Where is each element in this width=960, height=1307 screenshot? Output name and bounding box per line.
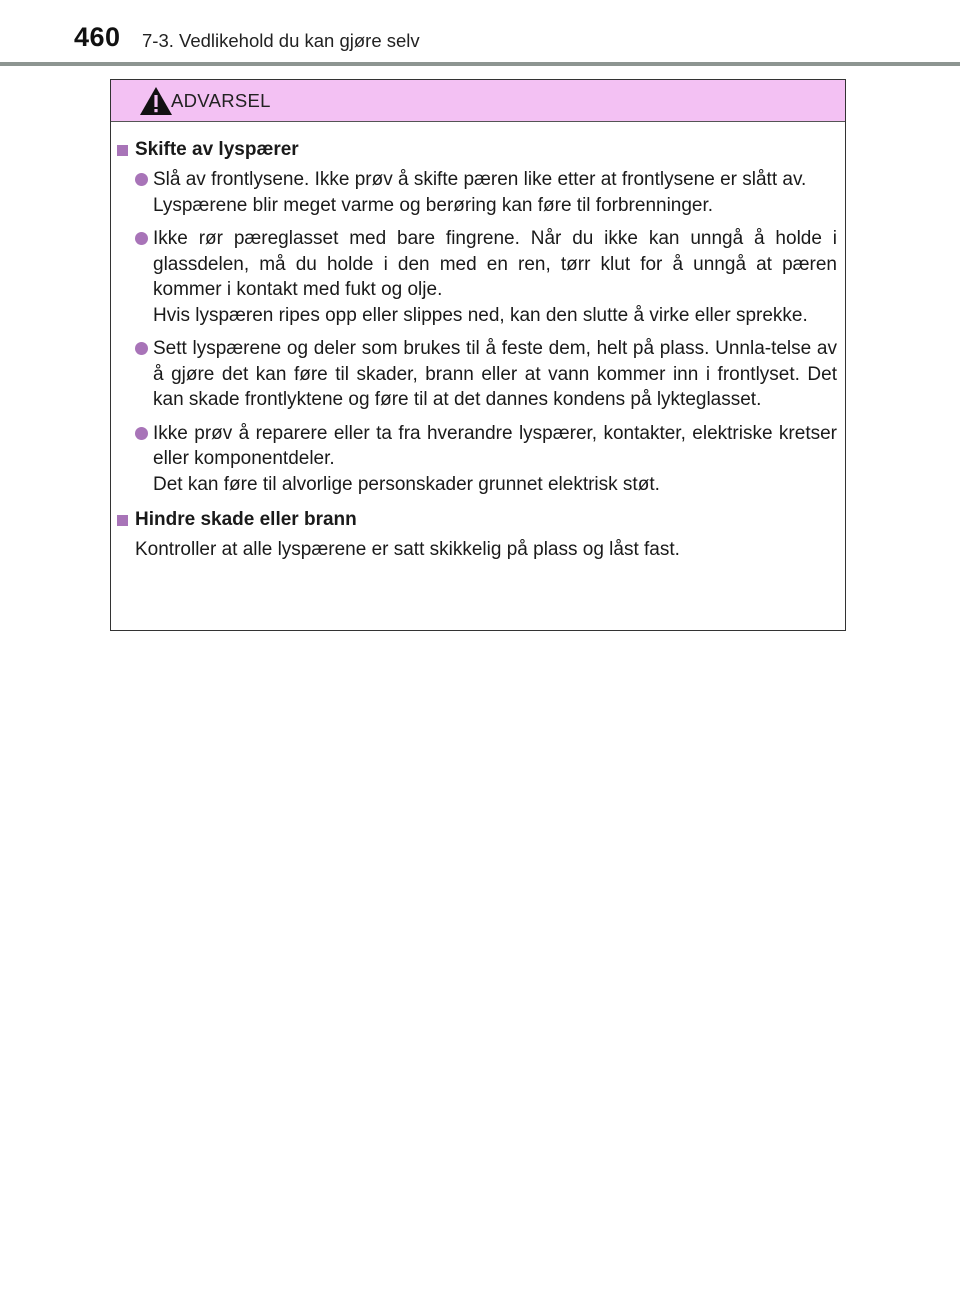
round-bullet-icon: [135, 232, 148, 245]
header-rule: [0, 62, 960, 66]
warning-title: ADVARSEL: [171, 90, 271, 111]
square-bullet-icon: [117, 515, 128, 526]
warning-body: [111, 122, 845, 563]
section-heading: [117, 135, 837, 165]
list-item: [117, 421, 837, 498]
bullet-text: Ikke rør pæreglasset med bare fingrene. Når du ikke kan unngå å holde i glassdelen, må du holde i den med en ren, tørr klut for å unngå at pæren kommer i kontakt med fukt og olje.: [153, 228, 837, 300]
bullet-subtext: Det kan føre til alvorlige personskader grunnet elektrisk støt.: [153, 473, 660, 495]
section-heading-text: Hindre skade eller brann: [135, 509, 357, 531]
page-header: [0, 0, 960, 70]
section-prevent-damage: [117, 505, 837, 563]
section-text: Kontroller at alle lyspærene er satt skikkelig på plass og låst fast.: [135, 539, 680, 560]
section-title: 7-3. Vedlikehold du kan gjøre selv: [142, 30, 420, 51]
bullet-text: Sett lyspærene og deler som brukes til å feste dem, helt på plass. Unnla-telse av å gjøre det kan føre til skader, brann eller at vann kommer inn i frontlyset. Det kan skade frontlyktene og føre til at det dannes kondens på lykteglasset.: [153, 338, 837, 410]
page-number: 460: [74, 22, 121, 52]
section-heading: [117, 505, 837, 535]
warning-header: [111, 80, 845, 122]
warning-box: [110, 79, 846, 631]
section-bulb-replacement: [117, 135, 837, 497]
list-item: [117, 226, 837, 328]
round-bullet-icon: [135, 342, 148, 355]
bullet-subtext: Hvis lyspæren ripes opp eller slippes ned, kan den slutte å virke eller sprekke.: [153, 304, 808, 326]
bullet-text: Slå av frontlysene. Ikke prøv å skifte pæren like etter at frontlysene er slått av.: [153, 169, 807, 190]
section-heading-text: Skifte av lyspærer: [135, 139, 299, 161]
list-item: [117, 336, 837, 413]
warning-triangle-icon: [139, 86, 173, 116]
bullet-text: Ikke prøv å reparere eller ta fra hverandre lyspærer, kontakter, elektriske kretser eller komponentdeler.: [153, 422, 837, 469]
list-item: [117, 167, 837, 218]
round-bullet-icon: [135, 173, 148, 186]
bullet-subtext: Lyspærene blir meget varme og berøring kan føre til forbrenninger.: [153, 194, 714, 216]
round-bullet-icon: [135, 427, 148, 440]
square-bullet-icon: [117, 145, 128, 156]
